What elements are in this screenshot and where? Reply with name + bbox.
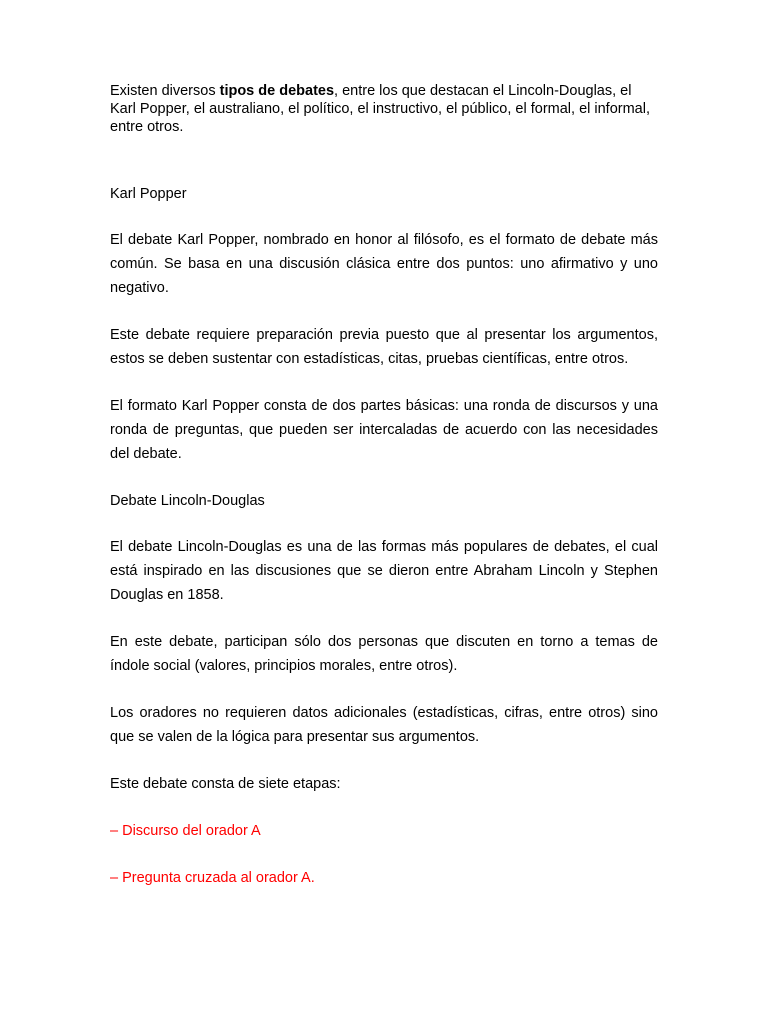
heading-karl-popper: Karl Popper (110, 186, 187, 202)
karl-popper-paragraph-3: El formato Karl Popper consta de dos partes básicas: una ronda de discursos y una ronda de preguntas, que pueden ser intercaladas de acuerdo con las necesidades del debate. (110, 398, 658, 462)
lincoln-douglas-paragraph-1: El debate Lincoln-Douglas es una de las formas más populares de debates, el cual está inspirado en las discusiones que se dieron entre Abraham Lincoln y Stephen Douglas en 1858. (110, 539, 658, 603)
intro-paragraph (110, 82, 658, 136)
intro-text-after: , entre los que destacan el Lincoln-Douglas, el Karl Popper, el australiano, el político, el instructivo, el público, el formal, el informal, entre otros. (110, 83, 650, 135)
stage-item: – Pregunta cruzada al orador A. (110, 870, 315, 886)
intro-text-before: Existen diversos (110, 83, 220, 99)
heading-lincoln-douglas: Debate Lincoln-Douglas (110, 493, 265, 509)
lincoln-douglas-paragraph-2: En este debate, participan sólo dos personas que discuten en torno a temas de índole social (valores, principios morales, entre otros). (110, 634, 658, 674)
stage-item: – Discurso del orador A (110, 823, 261, 839)
intro-bold-term: tipos de debates (219, 83, 335, 99)
lincoln-douglas-paragraph-4: Este debate consta de siete etapas: (110, 776, 341, 792)
lincoln-douglas-paragraph-3: Los oradores no requieren datos adicionales (estadísticas, cifras, entre otros) sino que se valen de la lógica para presentar sus argumentos. (110, 705, 658, 745)
karl-popper-paragraph-1: El debate Karl Popper, nombrado en honor al filósofo, es el formato de debate más común. Se basa en una discusión clásica entre dos puntos: uno afirmativo y uno negativo. (110, 232, 658, 296)
karl-popper-paragraph-2: Este debate requiere preparación previa puesto que al presentar los argumentos, estos se deben sustentar con estadísticas, citas, pruebas científicas, entre otros. (110, 327, 658, 367)
